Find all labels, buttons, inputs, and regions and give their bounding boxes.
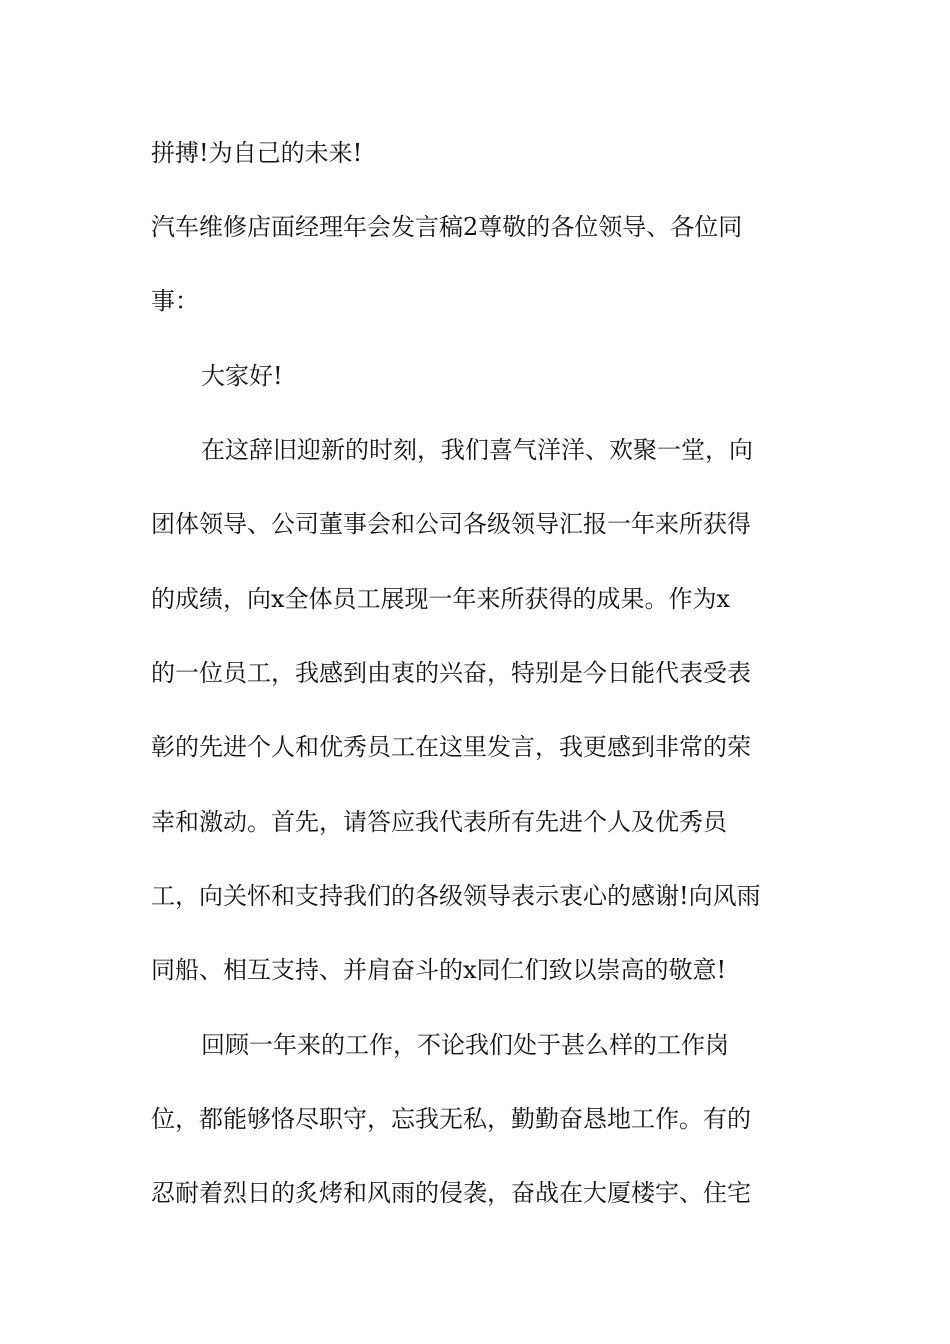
text-line-2: 汽车维修店面经理年会发言稿2尊敬的各位领导、各位同 xyxy=(151,213,743,241)
text-line-12: 同船、相互支持、并肩奋斗的x同仁们致以崇高的敬意! xyxy=(151,956,727,984)
text-line-7: 的成绩，向x全体员工展现一年来所获得的成果。作为x xyxy=(151,585,731,613)
text-line-9: 彰的先进个人和优秀员工在这里发言，我更感到非常的荣 xyxy=(151,733,751,761)
text-line-5: 在这辞旧迎新的时刻，我们喜气洋洋、欢聚一堂，向 xyxy=(201,436,753,464)
text-line-10: 幸和激动。首先，请答应我代表所有先进个人及优秀员 xyxy=(151,808,727,836)
text-line-3: 事： xyxy=(151,287,199,315)
text-line-14: 位，都能够恪尽职守，忘我无私，勤勤奋恳地工作。有的 xyxy=(151,1105,751,1133)
text-line-6: 团体领导、公司董事会和公司各级领导汇报一年来所获得 xyxy=(151,510,751,538)
text-line-4: 大家好! xyxy=(201,362,283,390)
text-line-13: 回顾一年来的工作，不论我们处于甚么样的工作岗 xyxy=(201,1031,729,1059)
text-line-1: 拼搏!为自己的未来! xyxy=(151,139,363,167)
text-line-15: 忍耐着烈日的炙烤和风雨的侵袭，奋战在大厦楼宇、住宅 xyxy=(151,1179,751,1207)
text-line-11: 工，向关怀和支持我们的各级领导表示衷心的感谢!向风雨 xyxy=(151,882,761,910)
text-line-8: 的一位员工，我感到由衷的兴奋，特别是今日能代表受表 xyxy=(151,659,751,687)
